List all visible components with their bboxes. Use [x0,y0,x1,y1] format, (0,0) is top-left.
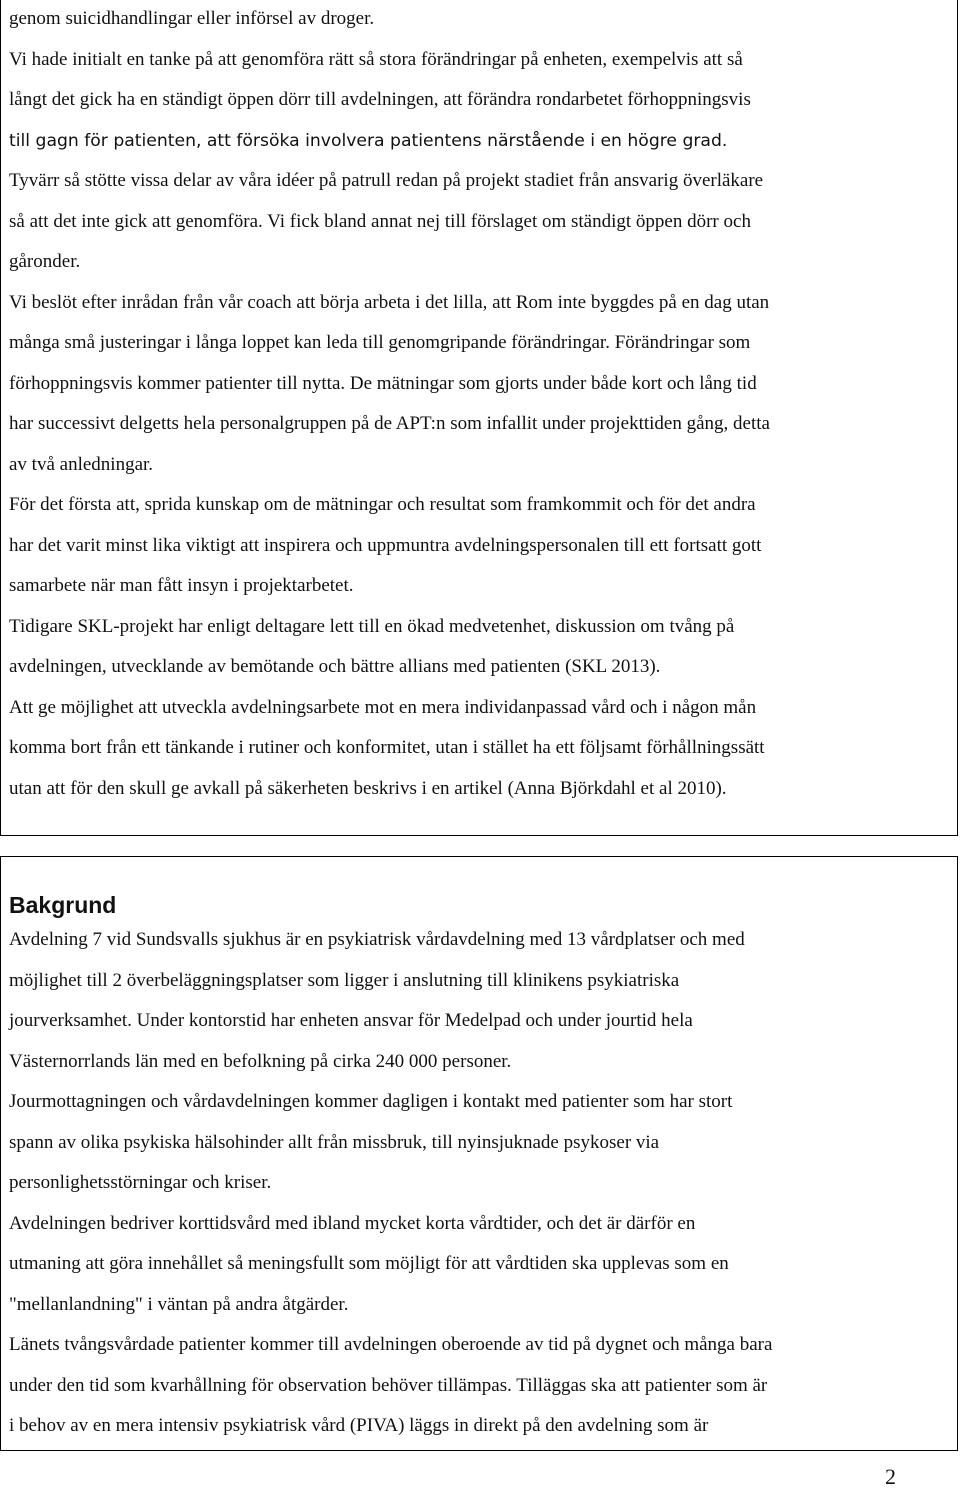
text-line: genom suicidhandlingar eller införsel av droger. [9,8,375,29]
paragraph-block [9,0,949,809]
text-line: komma bort från ett tänkande i rutiner och konformitet, utan i stället ha ett följsamt förhållningssätt [9,737,765,758]
text-line: Västernorrlands län med en befolkning på cirka 240 000 personer. [9,1050,512,1072]
text-line: utan att för den skull ge avkall på säkerheten beskrivs i en artikel (Anna Björkdahl et al 2010). [9,777,727,799]
text-box-bakgrund [0,856,958,1451]
text-line: många små justeringar i långa loppet kan leda till genomgripande förändringar. Förändringar som [9,332,751,353]
text-line: Vi beslöt efter inrådan från vår coach att börja arbeta i det lilla, att Rom inte byggdes på en dag utan [9,291,770,313]
text-line: För det första att, sprida kunskap om de mätningar och resultat som framkommit och för det andra [9,494,756,515]
text-line: har det varit minst lika viktigt att inspirera och uppmuntra avdelningspersonalen till ett fortsatt gott [9,534,762,556]
text-line: av två anledningar. [9,453,154,475]
text-line: så att det inte gick att genomföra. Vi fick bland annat nej till förslaget om ständigt öppen dörr och [9,210,751,232]
text-line: samarbete när man fått insyn i projektarbetet. [9,575,354,596]
text-line: "mellanlandning" i väntan på andra åtgärder. [9,1293,349,1315]
text-line: Vi hade initialt en tanke på att genomföra rätt så stora förändringar på enheten, exempelvis att så [9,48,743,70]
text-line: Länets tvångsvårdade patienter kommer till avdelningen oberoende av tid på dygnet och många bara [9,1334,773,1355]
text-line: förhoppningsvis kommer patienter till nytta. De mätningar som gjorts under både kort och lång tid [9,372,757,394]
text-line: möjlighet till 2 överbeläggningsplatser som ligger i anslutning till klinikens psykiatriska [9,969,680,991]
text-line: Avdelningen bedriver korttidsvård med ibland mycket korta vårdtider, och det är därför en [9,1212,696,1234]
paragraph-block [9,920,949,1447]
text-line: avdelningen, utvecklande av bemötande och bättre allians med patienten (SKL 2013). [9,656,661,677]
text-line: Avdelning 7 vid Sundsvalls sjukhus är en psykiatrisk vårdavdelning med 13 vårdplatser och med [9,929,745,950]
text-line: jourverksamhet. Under kontorstid har enheten ansvar för Medelpad och under jourtid hela [9,1010,693,1031]
text-line: spann av olika psykiska hälsohinder allt från missbruk, till nyinsjuknade psykoser via [9,1131,660,1153]
text-line: långt det gick ha en ständigt öppen dörr till avdelningen, att förändra rondarbetet förhoppningsvis [9,89,751,110]
text-line: har successivt delgetts hela personalgruppen på de APT:n som infallit under projekttiden gång, detta [9,413,770,434]
text-line: personlighetsstörningar och kriser. [9,1172,272,1193]
text-line: gåronder. [9,251,81,272]
text-line: till gagn för patienten, att försöka involvera patientens närstående i en högre grad. [9,130,728,151]
text-line: i behov av en mera intensiv psykiatrisk vård (PIVA) läggs in direkt på den avdelning som är [9,1415,709,1436]
text-line: under den tid som kvarhållning för observation behöver tillämpas. Tilläggas ska att patienter som är [9,1374,768,1396]
page-number: 2 [885,1464,896,1489]
text-line: Att ge möjlighet att utveckla avdelningsarbete mot en mera individanpassad vård och i någon mån [9,696,757,718]
text-line: Tyvärr så stötte vissa delar av våra idéer på patrull redan på projekt stadiet från ansvarig överläkare [9,170,764,191]
text-line: utmaning att göra innehållet så meningsfullt som möjligt för att vårdtiden ska upplevas som en [9,1253,729,1274]
text-line: Jourmottagningen och vårdavdelningen kommer dagligen i kontakt med patienter som har stort [9,1091,733,1112]
section-heading: Bakgrund [9,892,117,918]
text-line: Tidigare SKL-projekt har enligt deltagare lett till en ökad medvetenhet, diskussion om tvång på [9,615,735,637]
